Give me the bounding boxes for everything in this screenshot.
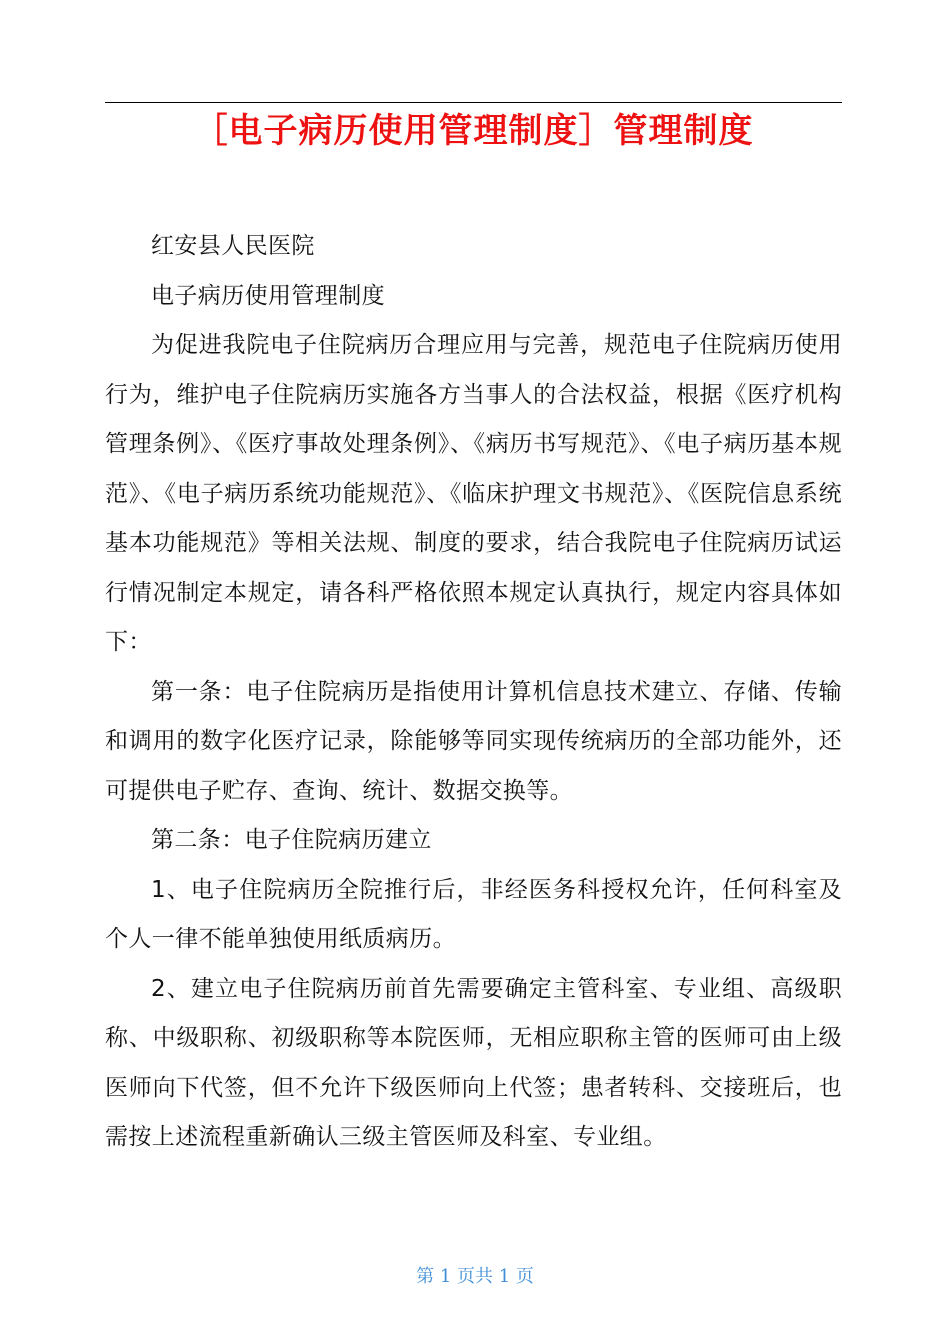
article-2-heading: 第二条：电子住院病历建立 [151, 827, 432, 853]
document-title: ［电子病历使用管理制度］管理制度 [193, 111, 754, 151]
article-2-item-1: 1、电子住院病历全院推行后，非经医务科授权允许，任何科室及个人一律不能单独使用纸质病历。 [105, 876, 842, 952]
page-number-footer: 第 1 页共 1 页 [416, 1266, 534, 1287]
document-body [105, 222, 842, 1163]
header-rule [105, 102, 842, 103]
preamble-paragraph: 为促进我院电子住院病历合理应用与完善，规范电子住院病历使用行为，维护电子住院病历实施各方当事人的合法权益，根据《医疗机构管理条例》、《医疗事故处理条例》、《病历书写规范》、《电子病历基本规范》、《电子病历系统功能规范》、《临床护理文书规范》、《医院信息系统基本功能规范》等相关法规、制度的要求，结合我院电子住院病历试运行情况制定本规定，请各科严格依照本规定认真执行，规定内容具体如下： [105, 332, 842, 655]
article-2-item-2: 2、建立电子住院病历前首先需要确定主管科室、专业组、高级职称、中级职称、初级职称等本院医师，无相应职称主管的医师可由上级医师向下代签，但不允许下级医师向上代签；患者转科、交接班后，也需按上述流程重新确认三级主管医师及科室、专业组。 [105, 975, 842, 1150]
hospital-name: 红安县人民医院 [151, 233, 315, 259]
regulation-name: 电子病历使用管理制度 [151, 282, 385, 309]
article-1-paragraph: 第一条：电子住院病历是指使用计算机信息技术建立、存储、传输和调用的数字化医疗记录，除能够等同实现传统病历的全部功能外，还可提供电子贮存、查询、统计、数据交换等。 [105, 678, 842, 804]
